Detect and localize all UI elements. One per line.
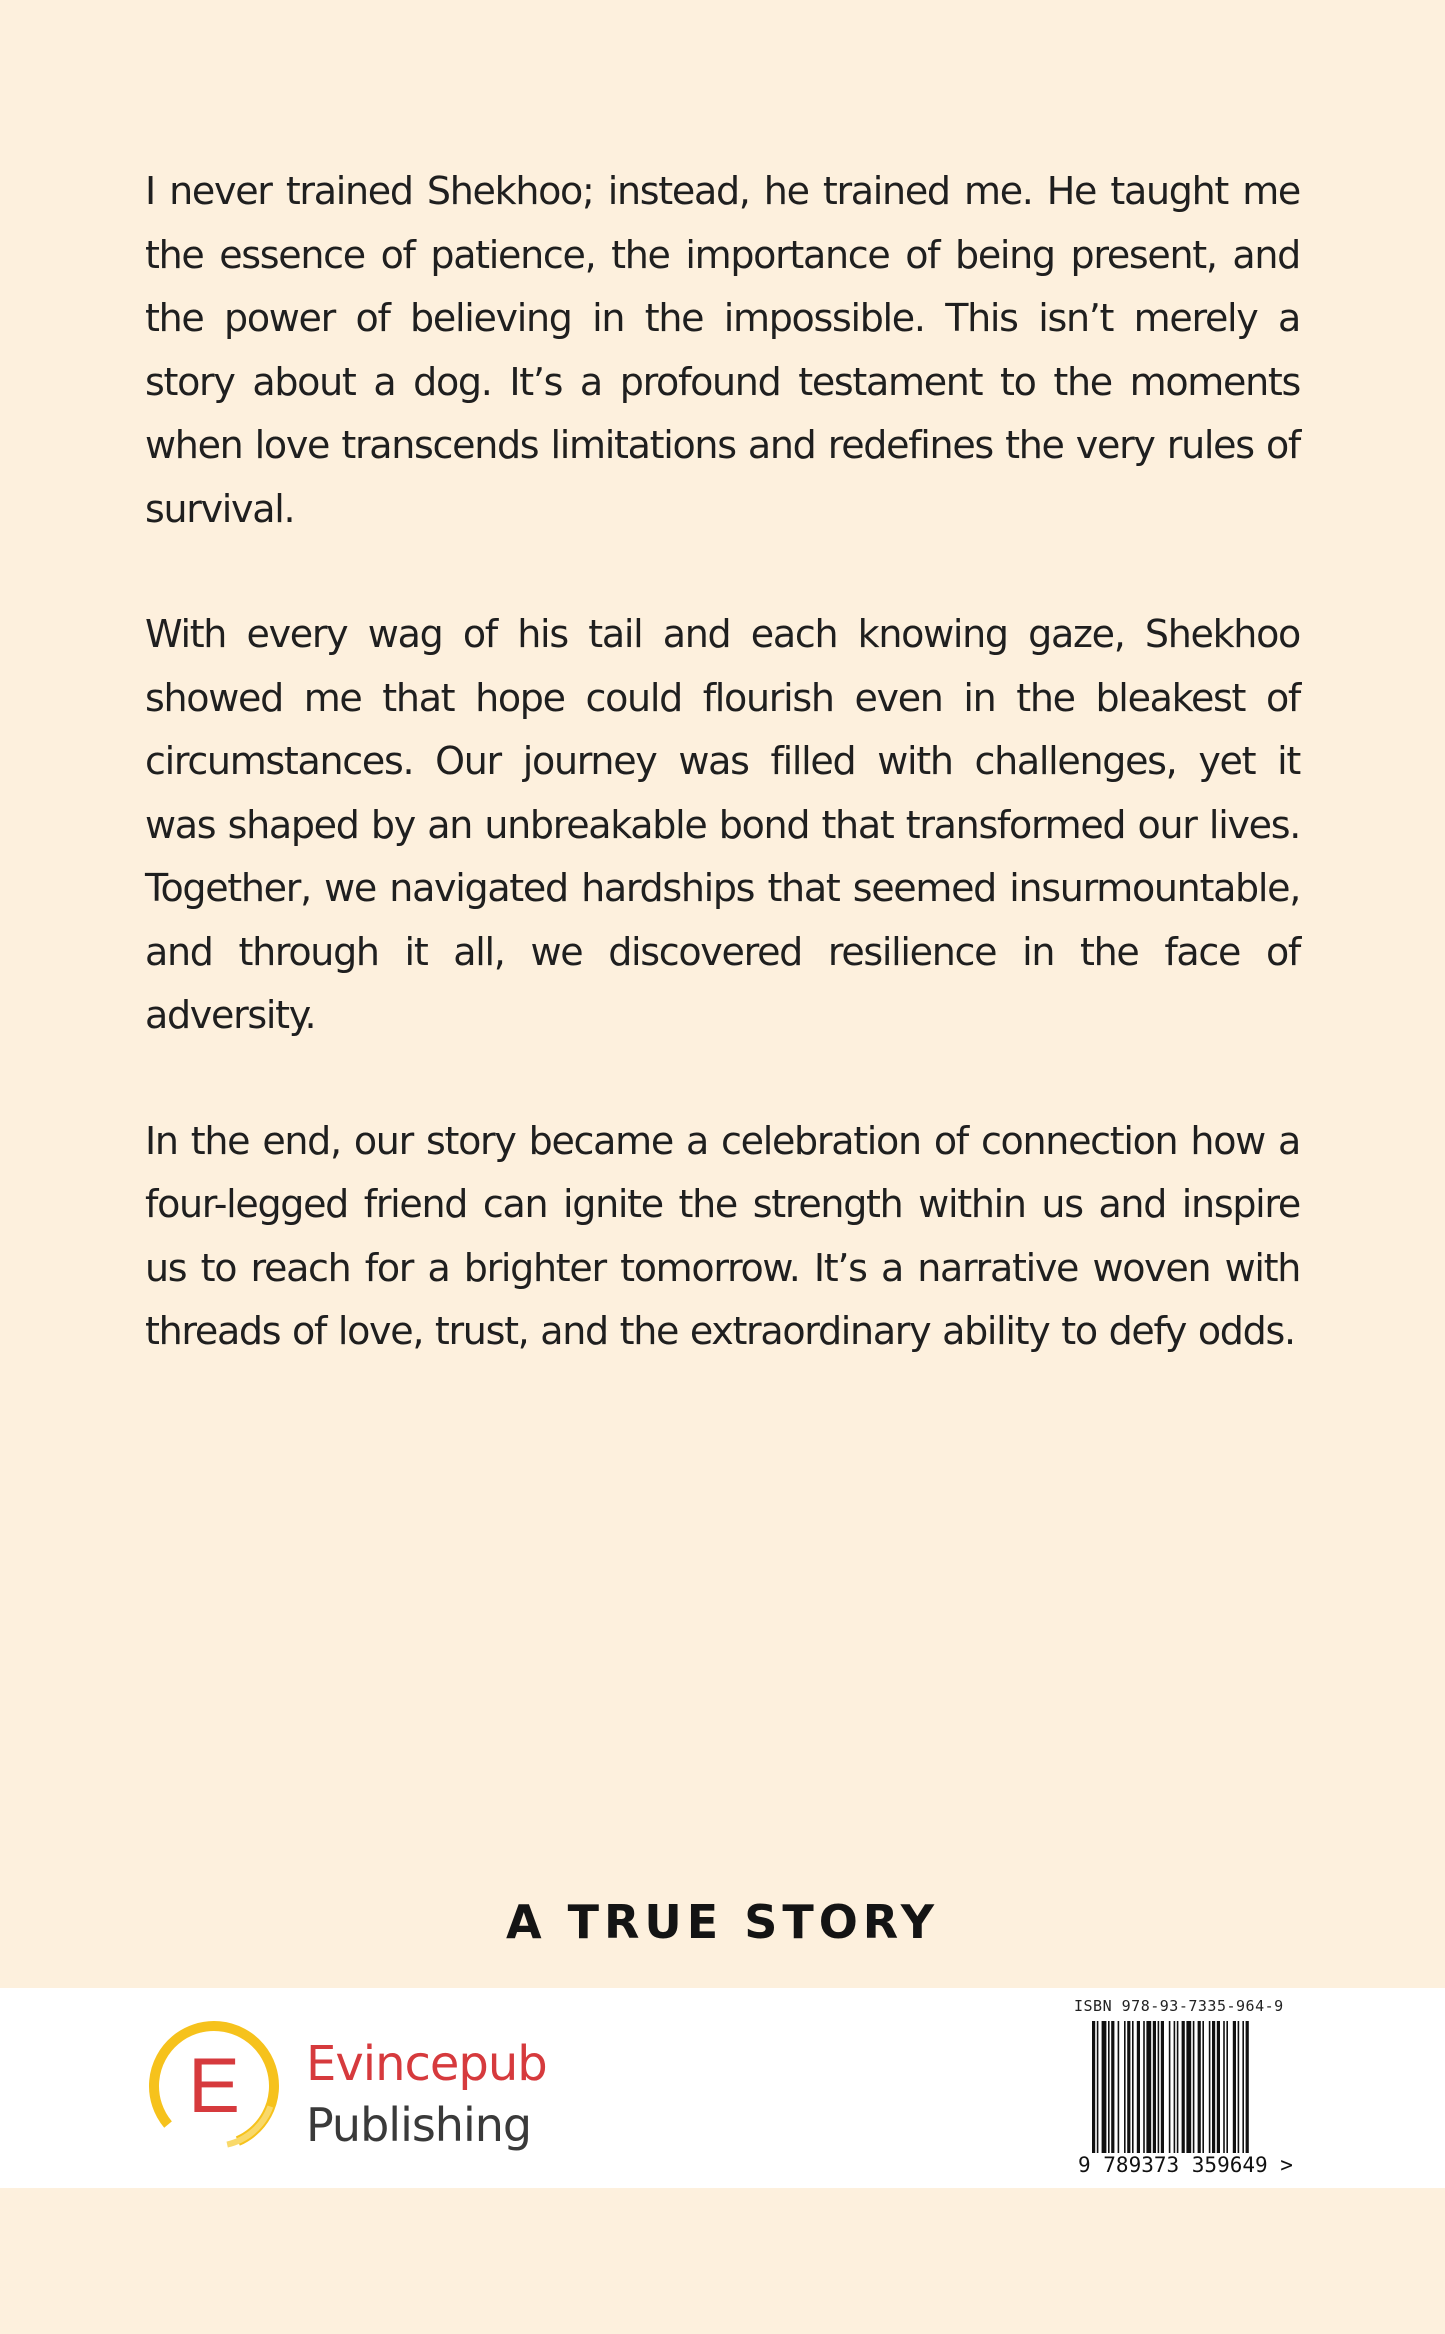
barcode-digits: 9 789373 359649 > [1078, 2153, 1293, 2177]
barcode-bar [1182, 2021, 1185, 2153]
barcode-bar [1143, 2021, 1145, 2153]
barcode-bar [1223, 2021, 1225, 2153]
barcode-bar [1198, 2021, 1201, 2153]
barcode-bar [1146, 2021, 1151, 2153]
barcode-bar [1246, 2021, 1249, 2167]
barcode-bar [1137, 2021, 1140, 2153]
isbn-label: ISBN 978-93-7335-964-9 [1074, 1997, 1284, 2015]
barcode-bar [1238, 2021, 1240, 2153]
barcode-bar [1177, 2021, 1179, 2153]
barcode-bar [1233, 2021, 1236, 2153]
barcode-bar [1186, 2021, 1191, 2153]
barcode-bar [1124, 2021, 1126, 2153]
blurb-paragraph-3: In the end, our story became a celebration of connection how a four-legged friend can ignite the strength within us and inspire us to reach for a brighter tomorrow. It’s a narrative woven with threads of love, trust, and the extraordinary ability to defy odds. [145, 1118, 1300, 1353]
barcode-bar [1226, 2021, 1228, 2153]
barcode-bar [1202, 2021, 1204, 2153]
blurb-paragraph-2: With every wag of his tail and each knowing gaze, Shekhoo showed me that hope could flourish even in the bleakest of circumstances. Our journey was filled with challenges, yet it was shaped by an unbreakable bond that transformed our lives. Together, we navigated hardships that seemed insurmountable, and through it all, we discovered resilience in the face of adversity. [145, 612, 1300, 1037]
blurb-text [145, 160, 1300, 1426]
barcode-bar [1102, 2021, 1107, 2153]
publisher-subtitle: Publishing [306, 2098, 532, 2152]
isbn-barcode [1074, 1995, 1308, 2185]
barcode-bar [1174, 2021, 1176, 2167]
publisher-name: Evincepub [306, 2036, 547, 2092]
barcode-bar [1169, 2021, 1171, 2153]
barcode-bar [1097, 2021, 1099, 2167]
barcode-bar [1111, 2021, 1114, 2153]
logo-letter: E [187, 2041, 241, 2129]
publisher-logo [140, 2012, 560, 2172]
barcode-bar [1127, 2021, 1130, 2153]
barcode-bar [1209, 2021, 1211, 2153]
tagline: A TRUE STORY [505, 1895, 940, 1949]
barcode-bar [1212, 2021, 1215, 2153]
barcode-bar [1092, 2021, 1095, 2167]
barcode-bar [1193, 2021, 1195, 2153]
barcode-bar [1161, 2021, 1164, 2153]
barcode-bar [1153, 2021, 1156, 2153]
barcode-bar [1118, 2021, 1120, 2153]
publisher-logo-icon [144, 2016, 284, 2156]
barcode-bar [1217, 2021, 1220, 2153]
barcode-bar [1158, 2021, 1160, 2153]
barcode-bars [1092, 2021, 1288, 2167]
barcode-bar [1242, 2021, 1244, 2153]
barcode-bar [1108, 2021, 1110, 2153]
blurb-paragraph-1: I never trained Shekhoo; instead, he trained me. He taught me the essence of patience, the importance of being present, and the power of believing in the impossible. This isn’t merely a story about a dog. It’s a profound testament to the moments when love transcends limitations and redefines the very rules of survival. [145, 169, 1300, 531]
barcode-bar [1132, 2021, 1134, 2153]
